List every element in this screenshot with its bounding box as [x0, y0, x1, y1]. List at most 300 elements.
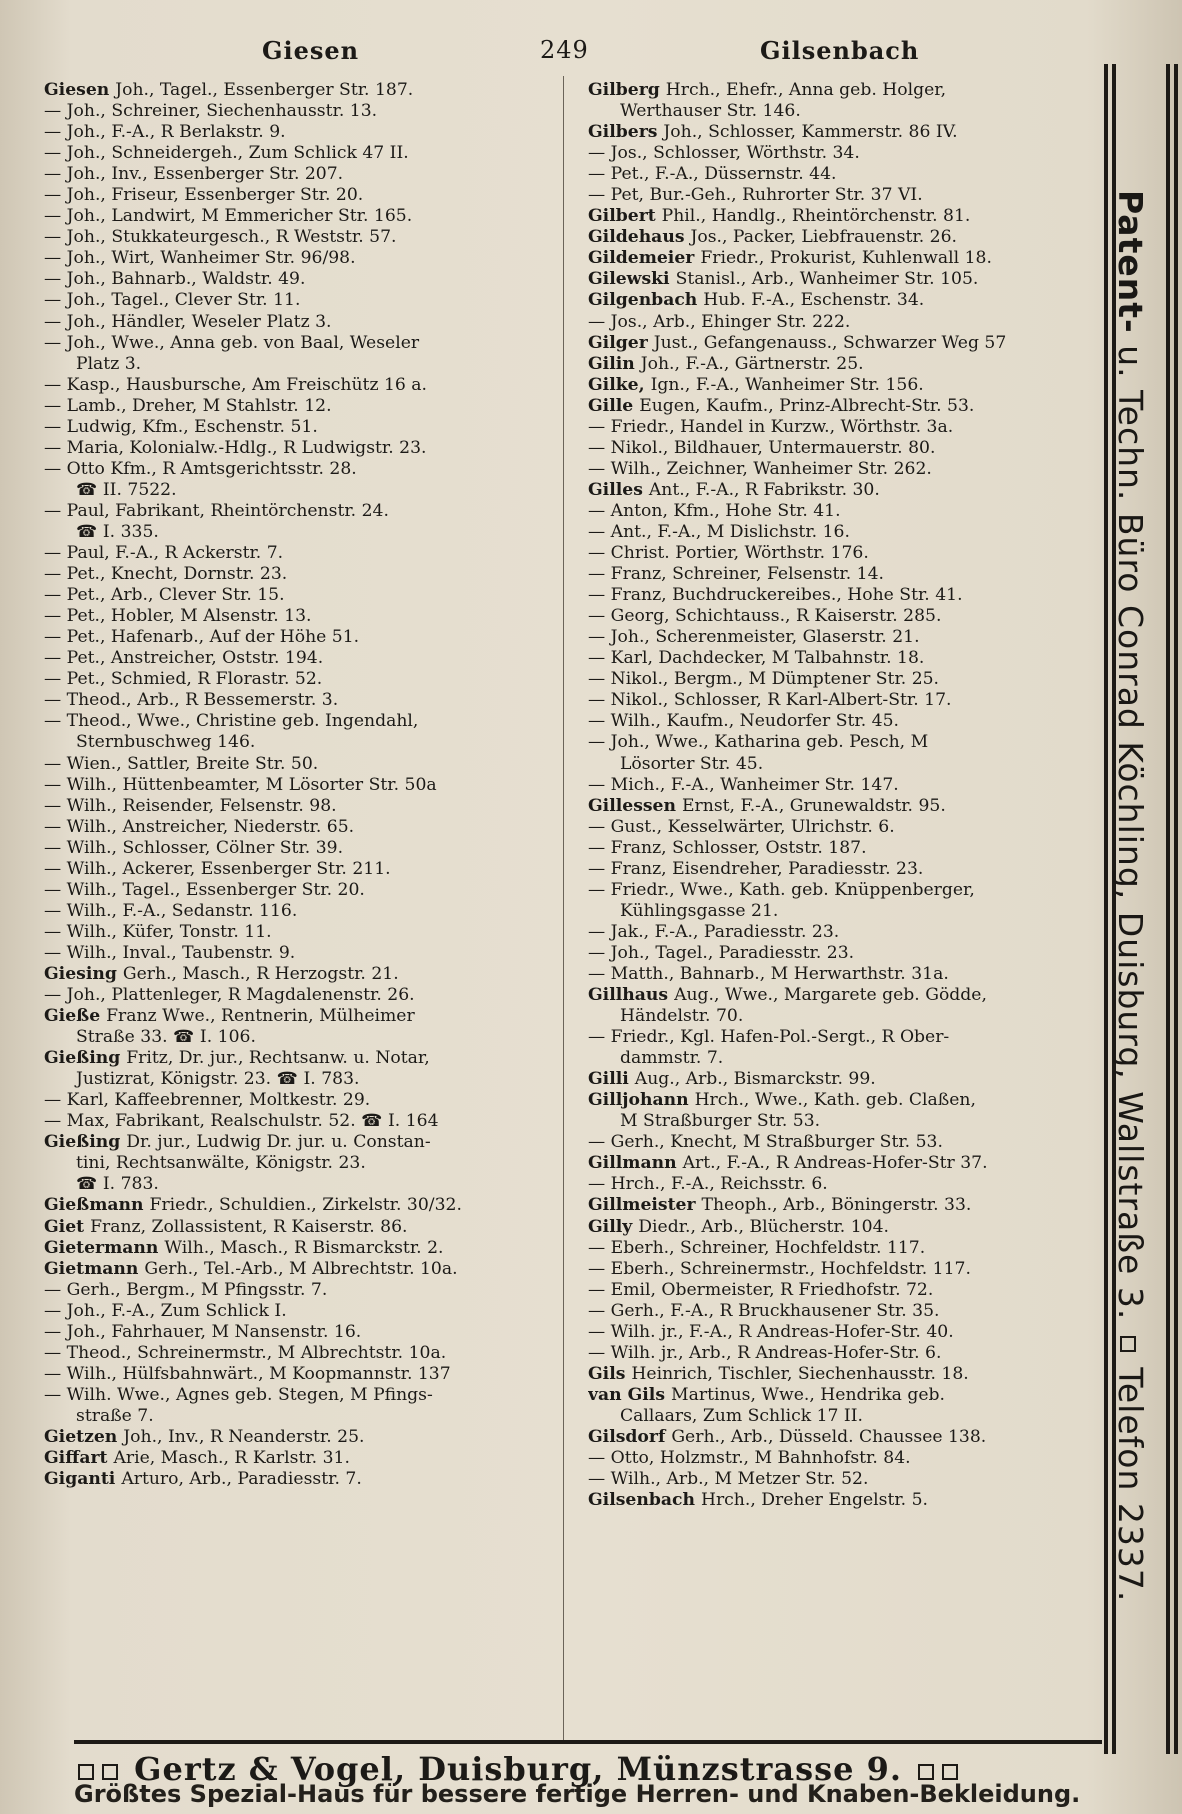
side-ad-text: u. Techn. Büro Conrad Köchling, Duisburg, Wallstraße 3. [1111, 345, 1150, 1321]
directory-entry [588, 1174, 1090, 1195]
entry-text: — Franz, Eisendreher, Paradiesstr. 23. [588, 858, 924, 879]
entry-text: — Kasp., Hausbursche, Am Freischütz 16 a. [44, 374, 428, 395]
entry-text: Callaars, Zum Schlick 17 II. [620, 1405, 863, 1426]
directory-entry [44, 1090, 546, 1111]
entry-surname: Gietzen [44, 1427, 124, 1447]
directory-entry [44, 143, 546, 164]
entry-text: Hrch., Wwe., Kath. geb. Claßen, [694, 1090, 976, 1111]
directory-entry [588, 1469, 1090, 1490]
entry-text: Theoph., Arb., Böningerstr. 33. [701, 1195, 972, 1216]
side-advertisement [1111, 190, 1150, 1602]
entry-text: — Otto Kfm., R Amtsgerichtsstr. 28. [44, 458, 357, 479]
entry-text: Lösorter Str. 45. [620, 753, 764, 774]
entry-text: straße 7. [76, 1405, 154, 1426]
entry-surname: Gilsenbach [588, 1490, 701, 1511]
directory-entry [44, 101, 546, 122]
entry-text: — Wilh., Hülfsbahnwärt., M Koopmannstr. 137 [44, 1363, 451, 1384]
entry-text: — Paul, Fabrikant, Rheintörchenstr. 24. [44, 500, 389, 521]
entry-text: — Karl, Kaffeebrenner, Moltkestr. 29. [44, 1090, 371, 1111]
entry-text: — Pet., Schmied, R Florastr. 52. [44, 669, 323, 690]
entry-text: — Georg, Schichtauss., R Kaiserstr. 285. [588, 606, 942, 627]
directory-entry [588, 1259, 1090, 1280]
side-rule [1104, 64, 1108, 1754]
directory-entry [44, 838, 546, 859]
entry-text: M Straßburger Str. 53. [620, 1111, 821, 1132]
entry-surname: Gietermann [44, 1237, 165, 1258]
entry-text: — Eberh., Schreiner, Hochfeldstr. 117. [588, 1237, 926, 1258]
entry-text: — Wilh., Inval., Taubenstr. 9. [44, 942, 296, 963]
directory-entry [44, 543, 546, 564]
entry-text: — Joh., F.-A., R Berlakstr. 9. [44, 122, 286, 143]
entry-text: Arturo, Arb., Paradiesstr. 7. [121, 1469, 362, 1490]
entry-text: — Paul, F.-A., R Ackerstr. 7. [44, 543, 284, 564]
square-ornament-icon [1121, 1336, 1137, 1352]
directory-entry [588, 627, 1090, 648]
directory-entry [588, 438, 1090, 459]
directory-entry [44, 1427, 546, 1448]
directory-entry [588, 1153, 1090, 1174]
entry-surname: Gießing [44, 1132, 127, 1153]
entry-text: — Theod., Arb., R Bessemerstr. 3. [44, 690, 339, 711]
entry-text: Dr. jur., Ludwig Dr. jur. u. Constan- [126, 1132, 431, 1153]
entry-text: — Wilh., Ackerer, Essenberger Str. 211. [44, 858, 391, 879]
square-ornament-icon [918, 1764, 934, 1780]
directory-entry [44, 1027, 546, 1048]
directory-entry [44, 522, 546, 543]
entry-surname: Gilbert [588, 206, 662, 227]
entry-text: Just., Gefangenauss., Schwarzer Weg 57 [653, 332, 1007, 353]
entry-text: ☎ I. 783. [76, 1174, 159, 1195]
directory-entry [588, 648, 1090, 669]
directory-entry [588, 1111, 1090, 1132]
directory-entry [44, 1006, 546, 1027]
entry-text: Hub. F.-A., Eschenstr. 34. [703, 290, 925, 311]
entry-surname: Gilke, [588, 374, 651, 395]
directory-entry [588, 880, 1090, 901]
entry-text: Ant., F.-A., R Fabrikstr. 30. [648, 479, 880, 500]
entry-text: Aug., Wwe., Margarete geb. Gödde, [674, 985, 987, 1006]
directory-entry [588, 690, 1090, 711]
directory-entry [588, 1090, 1090, 1111]
directory-entry [588, 206, 1090, 227]
directory-entry [44, 1238, 546, 1259]
side-ad-bold: Patent- [1111, 190, 1150, 334]
directory-entry [588, 754, 1090, 775]
entry-text: — Theod., Wwe., Christine geb. Ingendahl, [44, 711, 419, 732]
directory-entry [588, 943, 1090, 964]
entry-text: ☎ I. 335. [76, 521, 159, 542]
side-rule [1174, 64, 1178, 1754]
directory-entry [44, 375, 546, 396]
directory-entry [588, 480, 1090, 501]
directory-entry [588, 1217, 1090, 1238]
entry-text: Hrch., Dreher Engelstr. 5. [700, 1490, 928, 1511]
directory-entry [44, 1448, 546, 1469]
entry-text: — Friedr., Wwe., Kath. geb. Knüppenberger, [588, 879, 975, 900]
directory-entry [588, 922, 1090, 943]
entry-text: — Matth., Bahnarb., M Herwarthstr. 31a. [588, 963, 949, 984]
directory-entry [44, 754, 546, 775]
entry-surname: Gießing [44, 1048, 127, 1069]
entry-text: — Franz, Buchdruckereibes., Hohe Str. 41. [588, 585, 963, 606]
square-ornament-icon [78, 1764, 94, 1780]
entry-text: — Wilh., Küfer, Tonstr. 11. [44, 921, 272, 942]
directory-entry [588, 1490, 1090, 1511]
entry-surname: Giesing [44, 963, 123, 984]
entry-surname: Gillmeister [588, 1195, 702, 1216]
entry-text: — Wilh. jr., Arb., R Andreas-Hofer-Str. 6. [588, 1342, 942, 1363]
entry-text: — Pet, Bur.-Geh., Ruhrorter Str. 37 VI. [588, 185, 923, 206]
entry-text: Gerh., Tel.-Arb., M Albrechtstr. 10a. [144, 1258, 458, 1279]
directory-entry [44, 985, 546, 1006]
entry-text: Sternbuschweg 146. [76, 732, 256, 753]
header-left-keyword: Giesen [262, 36, 360, 65]
directory-entry [44, 817, 546, 838]
directory-entry [44, 1280, 546, 1301]
left-column [44, 80, 546, 1490]
entry-text: — Joh., Wwe., Katharina geb. Pesch, M [588, 732, 929, 753]
entry-surname: Gilbers [588, 122, 664, 143]
entry-text: — Wien., Sattler, Breite Str. 50. [44, 753, 319, 774]
entry-text: — Wilh., Hüttenbeamter, M Lösorter Str. 50a [44, 774, 437, 795]
entry-surname: Gillessen [588, 795, 682, 816]
entry-text: Franz Wwe., Rentnerin, Mülheimer [106, 1006, 415, 1027]
directory-entry [588, 1427, 1090, 1448]
entry-text: — Gust., Kesselwärter, Ulrichstr. 6. [588, 816, 895, 837]
entry-surname: Gilljohann [588, 1090, 695, 1111]
directory-entry [44, 417, 546, 438]
directory-entry [44, 606, 546, 627]
directory-entry [44, 1217, 546, 1238]
entry-text: — Jak., F.-A., Paradiesstr. 23. [588, 921, 840, 942]
directory-entry [44, 901, 546, 922]
entry-text: — Pet., Hobler, M Alsenstr. 13. [44, 606, 312, 627]
entry-surname: Gieße [44, 1006, 107, 1027]
entry-text: — Joh., Händler, Weseler Platz 3. [44, 311, 332, 332]
entry-text: — Joh., Schneidergeh., Zum Schlick 47 II. [44, 143, 409, 164]
directory-entry [44, 185, 546, 206]
entry-surname: Gilles [588, 479, 649, 500]
entry-text: Heinrich, Tischler, Siechenhausstr. 18. [631, 1363, 969, 1384]
directory-entry [44, 585, 546, 606]
directory-entry [588, 964, 1090, 985]
entry-text: — Gerh., Knecht, M Straßburger Str. 53. [588, 1132, 943, 1153]
directory-entry [588, 669, 1090, 690]
entry-text: Franz, Zollassistent, R Kaiserstr. 86. [90, 1216, 408, 1237]
entry-text: — Karl, Dachdecker, M Talbahnstr. 18. [588, 648, 925, 669]
entry-text: — Pet., F.-A., Düssernstr. 44. [588, 164, 837, 185]
directory-entry [588, 354, 1090, 375]
directory-entry [588, 101, 1090, 122]
entry-text: — Joh., Wwe., Anna geb. von Baal, Weseler [44, 332, 420, 353]
directory-entry [588, 732, 1090, 753]
entry-text: — Jos., Schlosser, Wörthstr. 34. [588, 143, 860, 164]
bottom-rule [74, 1740, 1102, 1744]
entry-text: — Theod., Schreinermstr., M Albrechtstr. 10a. [44, 1342, 447, 1363]
directory-entry [44, 1195, 546, 1216]
entry-surname: Gille [588, 395, 640, 416]
directory-entry [588, 1280, 1090, 1301]
directory-entry [44, 1174, 546, 1195]
directory-entry [588, 585, 1090, 606]
directory-entry [588, 817, 1090, 838]
entry-text: dammstr. 7. [620, 1048, 724, 1069]
bottom-ad-line2: Größtes Spezial-Haus für bessere fertige Herren- und Knaben-Bekleidung. [74, 1780, 1081, 1808]
entry-text: — Wilh., Kaufm., Neudorfer Str. 45. [588, 711, 900, 732]
entry-text: — Joh., Scherenmeister, Glaserstr. 21. [588, 627, 920, 648]
directory-entry [588, 775, 1090, 796]
directory-entry [44, 501, 546, 522]
directory-entry [588, 859, 1090, 880]
entry-text: — Wilh. Wwe., Agnes geb. Stegen, M Pfings- [44, 1384, 433, 1405]
entry-text: — Pet., Anstreicher, Oststr. 194. [44, 648, 324, 669]
directory-entry [588, 1343, 1090, 1364]
entry-text: — Joh., Landwirt, M Emmericher Str. 165. [44, 206, 413, 227]
entry-surname: Giet [44, 1216, 91, 1237]
square-ornament-icon [942, 1764, 958, 1780]
square-ornament-icon [102, 1764, 118, 1780]
directory-entry [44, 354, 546, 375]
entry-surname: Gilberg [588, 80, 666, 100]
entry-surname: Gilly [588, 1216, 639, 1237]
directory-entry [588, 375, 1090, 396]
directory-entry [44, 248, 546, 269]
entry-text: Joh., Schlosser, Kammerstr. 86 IV. [663, 122, 958, 143]
entry-text: — Joh., Schreiner, Siechenhausstr. 13. [44, 101, 378, 122]
directory-entry [588, 164, 1090, 185]
directory-entry [588, 1322, 1090, 1343]
entry-surname: Gilin [588, 353, 641, 374]
entry-text: Hrch., Ehefr., Anna geb. Holger, [665, 80, 947, 100]
entry-text: — Otto, Holzmstr., M Bahnhofstr. 84. [588, 1448, 911, 1469]
directory-entry [44, 690, 546, 711]
directory-entry [44, 122, 546, 143]
entry-text: Martinus, Wwe., Hendrika geb. [671, 1384, 946, 1405]
directory-entry [44, 438, 546, 459]
entry-text: Joh., Inv., R Neanderstr. 25. [123, 1427, 365, 1447]
entry-text: — Joh., Wirt, Wanheimer Str. 96/98. [44, 248, 356, 269]
directory-entry [44, 1364, 546, 1385]
entry-surname: Gilsdorf [588, 1427, 672, 1447]
entry-text: — Nikol., Schlosser, R Karl-Albert-Str. 17. [588, 690, 952, 711]
directory-entry [44, 627, 546, 648]
entry-text: — Lamb., Dreher, M Stahlstr. 12. [44, 395, 332, 416]
entry-text: Gerh., Arb., Düsseld. Chaussee 138. [671, 1427, 987, 1447]
entry-text: Aug., Arb., Bismarckstr. 99. [634, 1069, 876, 1090]
entry-text: — Joh., Inv., Essenberger Str. 207. [44, 164, 344, 185]
entry-text: — Wilh., Arb., M Metzer Str. 52. [588, 1469, 869, 1490]
entry-text: — Hrch., F.-A., Reichsstr. 6. [588, 1174, 828, 1195]
directory-entry [44, 964, 546, 985]
directory-entry [44, 1343, 546, 1364]
directory-entry [588, 711, 1090, 732]
directory-entry [44, 333, 546, 354]
entry-text: — Pet., Knecht, Dornstr. 23. [44, 564, 288, 585]
entry-surname: van Gils [588, 1384, 672, 1405]
entry-surname: Gietmann [44, 1258, 145, 1279]
entry-surname: Gilli [588, 1069, 635, 1090]
directory-entry [588, 396, 1090, 417]
directory-entry [588, 1238, 1090, 1259]
entry-text: Joh., Tagel., Essenberger Str. 187. [115, 80, 414, 100]
entry-text: — Wilh., Tagel., Essenberger Str. 20. [44, 879, 365, 900]
entry-surname: Gilewski [588, 269, 676, 290]
entry-text: tini, Rechtsanwälte, Königstr. 23. [76, 1153, 366, 1174]
header-right-keyword: Gilsenbach [760, 36, 920, 65]
entry-text: Platz 3. [76, 353, 142, 374]
page-number: 249 [540, 36, 589, 64]
entry-text: Friedr., Schuldien., Zirkelstr. 30/32. [149, 1195, 462, 1216]
directory-entry [44, 711, 546, 732]
directory-entry [588, 227, 1090, 248]
directory-entry [588, 501, 1090, 522]
directory-entry [44, 1153, 546, 1174]
directory-entry [44, 164, 546, 185]
directory-entry [588, 1132, 1090, 1153]
directory-entry [44, 1111, 546, 1132]
directory-entry [44, 796, 546, 817]
entry-text: Diedr., Arb., Blücherstr. 104. [638, 1216, 889, 1237]
directory-entry [44, 943, 546, 964]
entry-text: Wilh., Masch., R Bismarckstr. 2. [164, 1237, 444, 1258]
directory-entry [44, 1322, 546, 1343]
entry-text: — Ant., F.-A., M Dislichstr. 16. [588, 521, 850, 542]
directory-entry [44, 269, 546, 290]
entry-text: — Ludwig, Kfm., Eschenstr. 51. [44, 416, 318, 437]
entry-text: — Wilh. jr., F.-A., R Andreas-Hofer-Str. 40. [588, 1321, 954, 1342]
directory-entry [588, 1406, 1090, 1427]
directory-entry [588, 1195, 1090, 1216]
directory-entry [588, 1069, 1090, 1090]
entry-text: Ign., F.-A., Wanheimer Str. 156. [650, 374, 924, 395]
directory-entry [588, 122, 1090, 143]
directory-entry [44, 1301, 546, 1322]
entry-text: — Jos., Arb., Ehinger Str. 222. [588, 311, 851, 332]
entry-text: ☎ II. 7522. [76, 479, 177, 500]
entry-text: — Joh., Stukkateurgesch., R Weststr. 57. [44, 227, 397, 248]
directory-entry [44, 459, 546, 480]
entry-text: — Joh., F.-A., Zum Schlick I. [44, 1300, 287, 1321]
directory-entry [44, 564, 546, 585]
entry-text: — Gerh., Bergm., M Pfingsstr. 7. [44, 1279, 328, 1300]
directory-entry [44, 732, 546, 753]
entry-text: — Wilh., Reisender, Felsenstr. 98. [44, 795, 337, 816]
directory-entry [588, 901, 1090, 922]
directory-entry [588, 1027, 1090, 1048]
directory-entry [588, 1301, 1090, 1322]
entry-text: — Anton, Kfm., Hohe Str. 41. [588, 500, 841, 521]
entry-text: Händelstr. 70. [620, 1006, 744, 1027]
entry-surname: Gillmann [588, 1153, 683, 1174]
entry-text: — Friedr., Kgl. Hafen-Pol.-Sergt., R Ober- [588, 1027, 950, 1048]
directory-entry [588, 80, 1090, 101]
entry-surname: Gils [588, 1363, 632, 1384]
entry-text: — Maria, Kolonialw.-Hdlg., R Ludwigstr. 23. [44, 437, 427, 458]
directory-entry [44, 775, 546, 796]
entry-surname: Giganti [44, 1469, 122, 1490]
entry-text: — Joh., Plattenleger, R Magdalenenstr. 26. [44, 985, 415, 1006]
entry-surname: Gilger [588, 332, 654, 353]
directory-entry [44, 1069, 546, 1090]
entry-surname: Gildemeier [588, 248, 701, 269]
entry-text: — Franz, Schlosser, Oststr. 187. [588, 837, 867, 858]
directory-entry [588, 248, 1090, 269]
column-divider [563, 76, 564, 1740]
bottom-ad-title: Gertz & Vogel, Duisburg, Münzstrasse 9. [134, 1750, 903, 1788]
entry-text: — Joh., Friseur, Essenberger Str. 20. [44, 185, 364, 206]
entry-surname: Gillhaus [588, 985, 675, 1006]
entry-text: Gerh., Masch., R Herzogstr. 21. [122, 963, 399, 984]
entry-text: Werthauser Str. 146. [620, 101, 801, 122]
entry-text: — Gerh., F.-A., R Bruckhausener Str. 35. [588, 1300, 940, 1321]
directory-entry [588, 606, 1090, 627]
entry-text: Phil., Handlg., Rheintörchenstr. 81. [661, 206, 971, 227]
directory-entry [44, 80, 546, 101]
directory-entry [588, 1448, 1090, 1469]
directory-entry [44, 922, 546, 943]
entry-text: Kühlingsgasse 21. [620, 900, 779, 921]
directory-entry [44, 669, 546, 690]
entry-text: Eugen, Kaufm., Prinz-Albrecht-Str. 53. [639, 395, 975, 416]
entry-text: Jos., Packer, Liebfrauenstr. 26. [690, 227, 957, 248]
entry-text: — Joh., Fahrhauer, M Nansenstr. 16. [44, 1321, 362, 1342]
directory-entry [588, 838, 1090, 859]
directory-entry [588, 459, 1090, 480]
directory-entry [588, 1364, 1090, 1385]
directory-entry [588, 269, 1090, 290]
directory-entry [588, 333, 1090, 354]
entry-text: — Wilh., Zeichner, Wanheimer Str. 262. [588, 458, 932, 479]
directory-entry [44, 880, 546, 901]
directory-entry [44, 227, 546, 248]
directory-entry [44, 1469, 546, 1490]
directory-entry [588, 985, 1090, 1006]
entry-text: Art., F.-A., R Andreas-Hofer-Str 37. [682, 1153, 988, 1174]
entry-text: — Mich., F.-A., Wanheimer Str. 147. [588, 774, 899, 795]
entry-text: — Nikol., Bergm., M Dümptener Str. 25. [588, 669, 940, 690]
directory-entry [588, 543, 1090, 564]
entry-text: — Wilh., F.-A., Sedanstr. 116. [44, 900, 298, 921]
entry-text: — Pet., Hafenarb., Auf der Höhe 51. [44, 627, 360, 648]
entry-text: Ernst, F.-A., Grunewaldstr. 95. [681, 795, 946, 816]
entry-surname: Giffart [44, 1448, 114, 1469]
directory-entry [588, 417, 1090, 438]
directory-entry [588, 290, 1090, 311]
directory-entry [44, 312, 546, 333]
entry-text: — Joh., Tagel., Clever Str. 11. [44, 290, 301, 311]
entry-surname: Gießmann [44, 1195, 150, 1216]
entry-text: — Nikol., Bildhauer, Untermauerstr. 80. [588, 437, 936, 458]
entry-text: Friedr., Prokurist, Kuhlenwall 18. [700, 248, 992, 269]
entry-text: — Friedr., Handel in Kurzw., Wörthstr. 3a. [588, 416, 954, 437]
directory-entry [588, 185, 1090, 206]
entry-text: — Franz, Schreiner, Felsenstr. 14. [588, 564, 884, 585]
entry-surname: Gilgenbach [588, 290, 704, 311]
entry-text: — Wilh., Schlosser, Cölner Str. 39. [44, 837, 344, 858]
directory-entry [588, 1006, 1090, 1027]
directory-entry [588, 522, 1090, 543]
entry-text: — Pet., Arb., Clever Str. 15. [44, 585, 285, 606]
directory-entry [44, 1132, 546, 1153]
directory-entry [588, 1385, 1090, 1406]
directory-entry [588, 143, 1090, 164]
entry-text: Fritz, Dr. jur., Rechtsanw. u. Notar, [126, 1048, 430, 1069]
entry-surname: Gildehaus [588, 227, 691, 248]
directory-entry [588, 1048, 1090, 1069]
directory-entry [44, 1385, 546, 1406]
directory-entry [44, 480, 546, 501]
directory-entry [44, 1259, 546, 1280]
